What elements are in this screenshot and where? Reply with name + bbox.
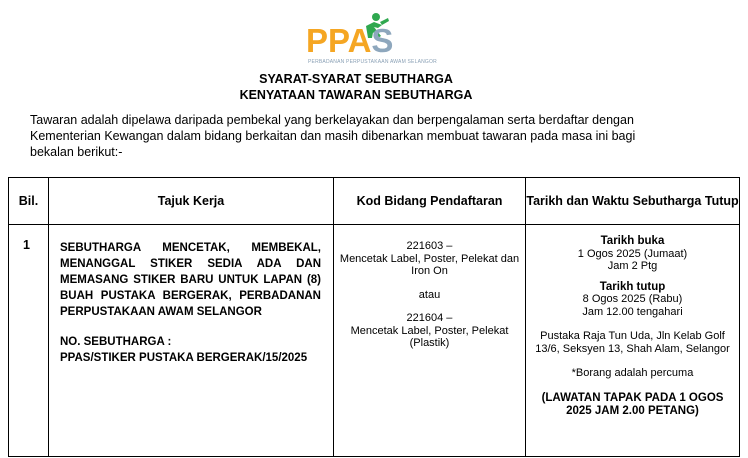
header-tarikh: Tarikh dan Waktu Sebutharga Tutup <box>526 178 740 225</box>
cell-bil: 1 <box>9 225 49 457</box>
buka-label: Tarikh buka <box>600 235 665 247</box>
header-tajuk: Tajuk Kerja <box>49 178 334 225</box>
logo-tagline: PERBADANAN PERPUSTAKAAN AWAM SELANGOR <box>308 59 437 65</box>
tender-table <box>8 177 740 457</box>
header-kod: Kod Bidang Pendaftaran <box>334 178 526 225</box>
quotation-no-value: PPAS/STIKER PUSTAKA BERGERAK/15/2025 <box>60 352 308 364</box>
intro-line: bekalan berikut:- <box>30 145 123 159</box>
intro-line: Tawaran adalah dipelawa daripada pembekal yang berkelayakan dan berpengalaman serta berdaftar dengan <box>30 113 634 127</box>
kod-desc-2: Mencetak Label, Poster, Pelekat (Plastik) <box>350 324 509 349</box>
cell-tajuk <box>49 225 334 457</box>
page-title: SYARAT-SYARAT SEBUTHARGA <box>259 72 453 86</box>
intro-paragraph <box>30 112 710 160</box>
tutup-date: 8 Ogos 2025 (Rabu) <box>582 293 683 305</box>
buka-date: 1 Ogos 2025 (Jumaat) <box>577 247 688 260</box>
page-subtitle: KENYATAAN TAWARAN SEBUTHARGA <box>239 88 473 102</box>
logo-word-ppa: PPA <box>306 22 372 59</box>
table-row <box>9 225 740 457</box>
kod-code-1: 221603 – <box>406 240 453 252</box>
lokasi: Pustaka Raja Tun Uda, Jln Kelab Golf 13/6, Seksyen 13, Shah Alam, Selangor <box>535 330 730 355</box>
ppas-logo <box>300 8 437 66</box>
kod-atau: atau <box>418 288 441 301</box>
logo-word-s: S <box>371 22 394 59</box>
tutup-label: Tarikh tutup <box>599 280 666 293</box>
borang-note: *Borang adalah percuma <box>571 367 694 379</box>
cell-kod <box>334 225 526 457</box>
cell-tarikh <box>526 225 740 457</box>
tutup-time: Jam 12.00 tengahari <box>582 305 683 318</box>
logo-wordmark <box>306 24 393 58</box>
lawatan-tapak: (LAWATAN TAPAK PADA 1 OGOS 2025 JAM 2.00 PETANG) <box>541 391 724 417</box>
header-bil: Bil. <box>9 178 49 225</box>
buka-time: Jam 2 Ptg <box>607 260 658 272</box>
job-title: SEBUTHARGA MENCETAK, MEMBEKAL, MENANGGAL STIKER SEDIA ADA DAN MEMASANG STIKER BARU UNTUK LAPAN (8) BUAH PUSTAKA BERGERAK, PERBADANAN PERPUSTAKAAN AWAM SELANGOR <box>60 242 321 318</box>
quotation-no-label: NO. SEBUTHARGA : <box>60 336 172 348</box>
kod-desc-1: Mencetak Label, Poster, Pelekat dan Iron On <box>339 252 520 277</box>
kod-code-2: 221604 – <box>406 312 453 324</box>
table-header-row <box>9 178 740 225</box>
intro-line: Kementerian Kewangan dalam bidang berkaitan dan masih dibenarkan membuat tawaran pada masa ini bagi <box>30 129 636 143</box>
